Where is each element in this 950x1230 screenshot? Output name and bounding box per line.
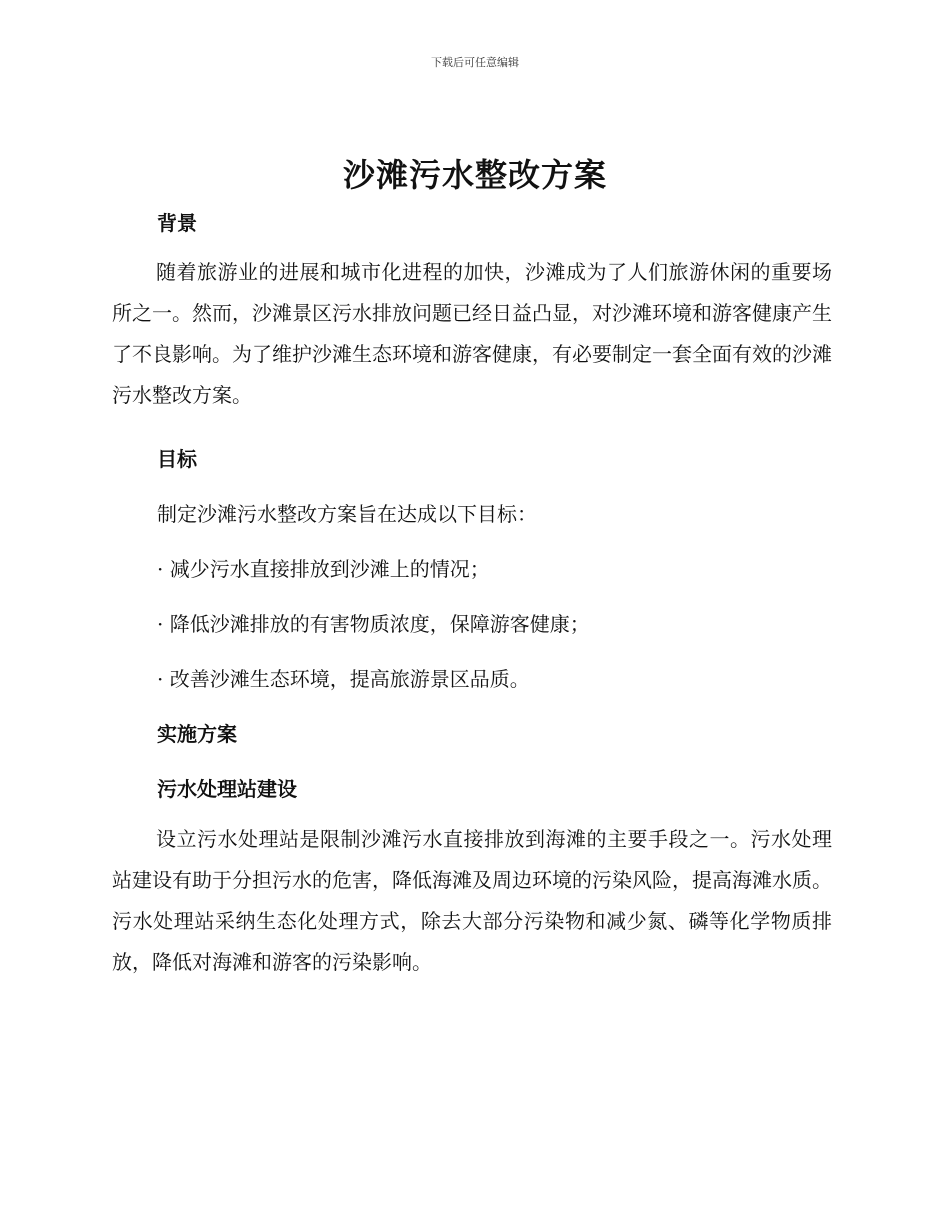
goal-list-item: · 改善沙滩生态环境，提高旅游景区品质。: [157, 667, 530, 691]
section-heading-implementation: 实施方案: [157, 722, 237, 746]
goal-list-item: · 降低沙滩排放的有害物质浓度，保障游客健康；: [157, 612, 590, 636]
section-heading-goals: 目标: [157, 447, 197, 471]
document-title: 沙滩污水整改方案: [342, 156, 607, 194]
goal-list-item: · 减少污水直接排放到沙滩上的情况；: [157, 557, 490, 581]
treatment-station-paragraph: 设立污水处理站是限制沙滩污水直接排放到海滩的主要手段之一。污水处理站建设有助于分担污水的危害，降低海滩及周边环境的污染风险，提高海滩水质。污水处理站采纳生态化处理方式，除去大部分污染物和减少氮、磷等化学物质排放，降低对海滩和游客的污染影响。: [112, 827, 832, 974]
goals-intro: 制定沙滩污水整改方案旨在达成以下目标：: [157, 502, 537, 526]
section-heading-background: 背景: [157, 211, 197, 235]
background-paragraph: 随着旅游业的进展和城市化进程的加快，沙滩成为了人们旅游休闲的重要场所之一。然而，沙滩景区污水排放问题已经日益凸显，对沙滩环境和游客健康产生了不良影响。为了维护沙滩生态环境和游客健康，有必要制定一套全面有效的沙滩污水整改方案。: [112, 260, 832, 407]
subsection-heading-treatment-station: 污水处理站建设: [157, 777, 297, 801]
page-header-note: 下载后可任意编辑: [431, 56, 519, 69]
